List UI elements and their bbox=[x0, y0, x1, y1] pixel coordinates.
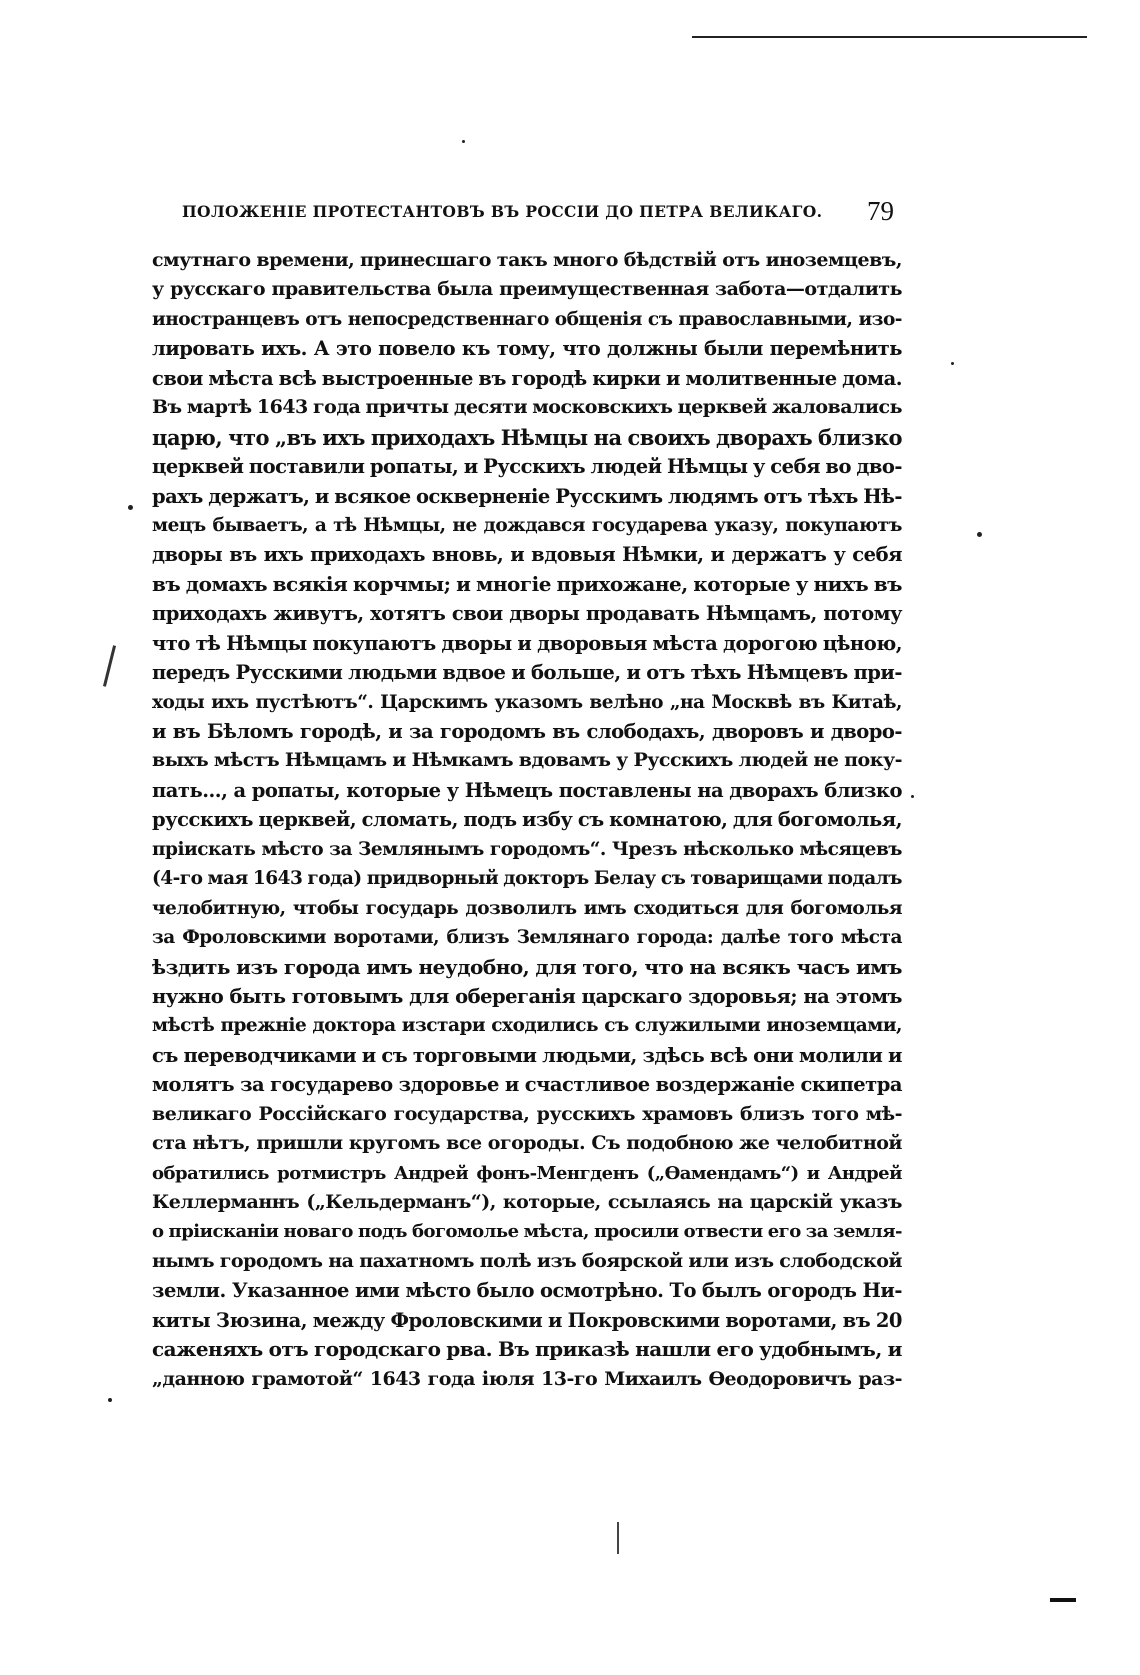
scan-speck bbox=[128, 505, 133, 510]
text-line: приходахъ живутъ, хотятъ свои дворы продавать Нѣмцамъ, потому bbox=[152, 602, 902, 626]
text-line: передъ Русскими людьми вдвое и больше, и отъ тѣхъ Нѣмцевъ при- bbox=[152, 661, 902, 685]
text-line: русскихъ церквей, сломать, подъ избу съ комнатою, для богомолья, bbox=[152, 808, 902, 832]
text-line: выхъ мѣстъ Нѣмцамъ и Нѣмкамъ вдовамъ у Русскихъ людей не поку- bbox=[152, 749, 902, 772]
text-line: въ домахъ всякія корчмы; и многіе прихожане, которые у нихъ въ bbox=[152, 571, 902, 596]
text-line: и въ Бѣломъ городѣ, и за городомъ въ слободахъ, дворовъ и дворо- bbox=[152, 720, 902, 743]
text-line: пріискать мѣсто за Землянымъ городомъ“. Чрезъ нѣсколько мѣсяцевъ bbox=[152, 838, 902, 860]
text-line: мецъ бываетъ, а тѣ Нѣмцы, не дождався государева указу, покупаютъ bbox=[152, 514, 902, 536]
text-line: „данною грамотой“ 1643 года іюля 13-го Михаилъ Ѳеодоровичъ раз- bbox=[152, 1367, 902, 1390]
scan-speck bbox=[951, 362, 954, 365]
text-line: свои мѣста всѣ выстроенные въ городѣ кирки и молитвенные дома. bbox=[152, 366, 902, 390]
text-line: земли. Указанное ими мѣсто было осмотрѣно. То былъ огородъ Ни- bbox=[152, 1279, 902, 1303]
text-line: лировать ихъ. А это повело къ тому, что должны были перемѣнить bbox=[152, 337, 902, 361]
text-line: церквей поставили ропаты, и Русскихъ людей Нѣмцы у себя во дво- bbox=[152, 455, 902, 479]
scan-speck bbox=[462, 140, 465, 143]
text-line: дворы въ ихъ приходахъ вновь, и вдовыя Нѣмки, и держатъ у себя bbox=[152, 543, 902, 567]
top-edge-rule bbox=[692, 36, 1087, 38]
text-line: саженяхъ отъ городскаго рва. Въ приказѣ нашли его удобнымъ, и bbox=[152, 1337, 902, 1362]
text-line: иностранцевъ отъ непосредственнаго общенія съ православными, изо- bbox=[152, 308, 902, 330]
text-line: рахъ держатъ, и всякое оскверненіе Русскимъ людямъ отъ тѣхъ Нѣ- bbox=[152, 484, 902, 508]
text-line: за Фроловскими воротами, близъ Землянаго города: далѣе того мѣста bbox=[152, 927, 902, 949]
text-line: молятъ за государево здоровье и счастливое воздержаніе скипетра bbox=[152, 1073, 902, 1097]
scan-speck bbox=[911, 795, 914, 798]
text-line: царю, что „въ ихъ приходахъ Нѣмцы на своихъ дворахъ близко bbox=[152, 424, 902, 450]
running-title: ПОЛОЖЕНІЕ ПРОТЕСТАНТОВЪ ВЪ РОССІИ ДО ПЕТРА ВЕЛИКАГО. bbox=[182, 202, 823, 221]
page-number: 79 bbox=[867, 196, 894, 226]
text-line: челобитную, чтобы государь дозволилъ имъ сходиться для богомолья bbox=[152, 897, 902, 919]
text-line: обратились ротмистръ Андрей фонъ-Менгденъ („Ѳамендамъ“) и Андрей bbox=[152, 1162, 902, 1184]
text-line: что тѣ Нѣмцы покупаютъ дворы и дворовыя мѣста дорогою цѣною, bbox=[152, 631, 902, 655]
text-line: съ переводчиками и съ торговыми людьми, здѣсь всѣ они молили и bbox=[152, 1043, 902, 1067]
text-line: нымъ городомъ на пахатномъ полѣ изъ боярской или изъ слободской bbox=[152, 1249, 902, 1272]
scan-mark bbox=[1050, 1598, 1076, 1602]
text-line: о пріисканіи новаго подъ богомолье мѣста, просили отвести его за земля- bbox=[152, 1221, 902, 1243]
text-line: (4-го мая 1643 года) придворный докторъ Белау съ товарищами подалъ bbox=[152, 868, 902, 890]
text-line: у русскаго правительства была преимущественная забота—отдалить bbox=[152, 278, 902, 301]
scan-speck bbox=[977, 532, 982, 537]
scan-speck bbox=[108, 1398, 112, 1402]
text-line: пать..., а ропаты, которые у Нѣмецъ поставлены на дворахъ близко bbox=[152, 778, 902, 802]
text-line: мѣстѣ прежніе доктора изстари сходились съ служилыми иноземцами, bbox=[152, 1015, 902, 1037]
page-header bbox=[182, 196, 894, 232]
text-line: ста нѣтъ, пришли кругомъ все огороды. Съ подобною же челобитной bbox=[152, 1132, 902, 1155]
margin-pencil-mark bbox=[103, 645, 116, 686]
text-line: ѣздить изъ города имъ неудобно, для того, что на всякъ часъ имъ bbox=[152, 954, 902, 979]
text-line: смутнаго времени, принесшаго такъ много бѣдствій отъ иноземцевъ, bbox=[152, 249, 902, 271]
text-line: Келлерманнъ („Кельдерманъ“), которые, ссылаясь на царскій указъ bbox=[152, 1191, 902, 1213]
text-line: киты Зюзина, между Фроловскими и Покровскими воротами, въ 20 bbox=[152, 1308, 902, 1332]
text-line: ходы ихъ пустѣютъ“. Царскимъ указомъ велѣно „на Москвѣ въ Китаѣ, bbox=[152, 691, 902, 713]
text-line: нужно быть готовымъ для обереганія царскаго здоровья; на этомъ bbox=[152, 984, 902, 1008]
body-text bbox=[152, 246, 902, 1394]
scan-mark bbox=[617, 1522, 619, 1554]
text-line: Въ мартѣ 1643 года причты десяти московскихъ церквей жаловались bbox=[152, 396, 902, 419]
text-line: великаго Россійскаго государства, русскихъ храмовъ близъ того мѣ- bbox=[152, 1102, 902, 1125]
